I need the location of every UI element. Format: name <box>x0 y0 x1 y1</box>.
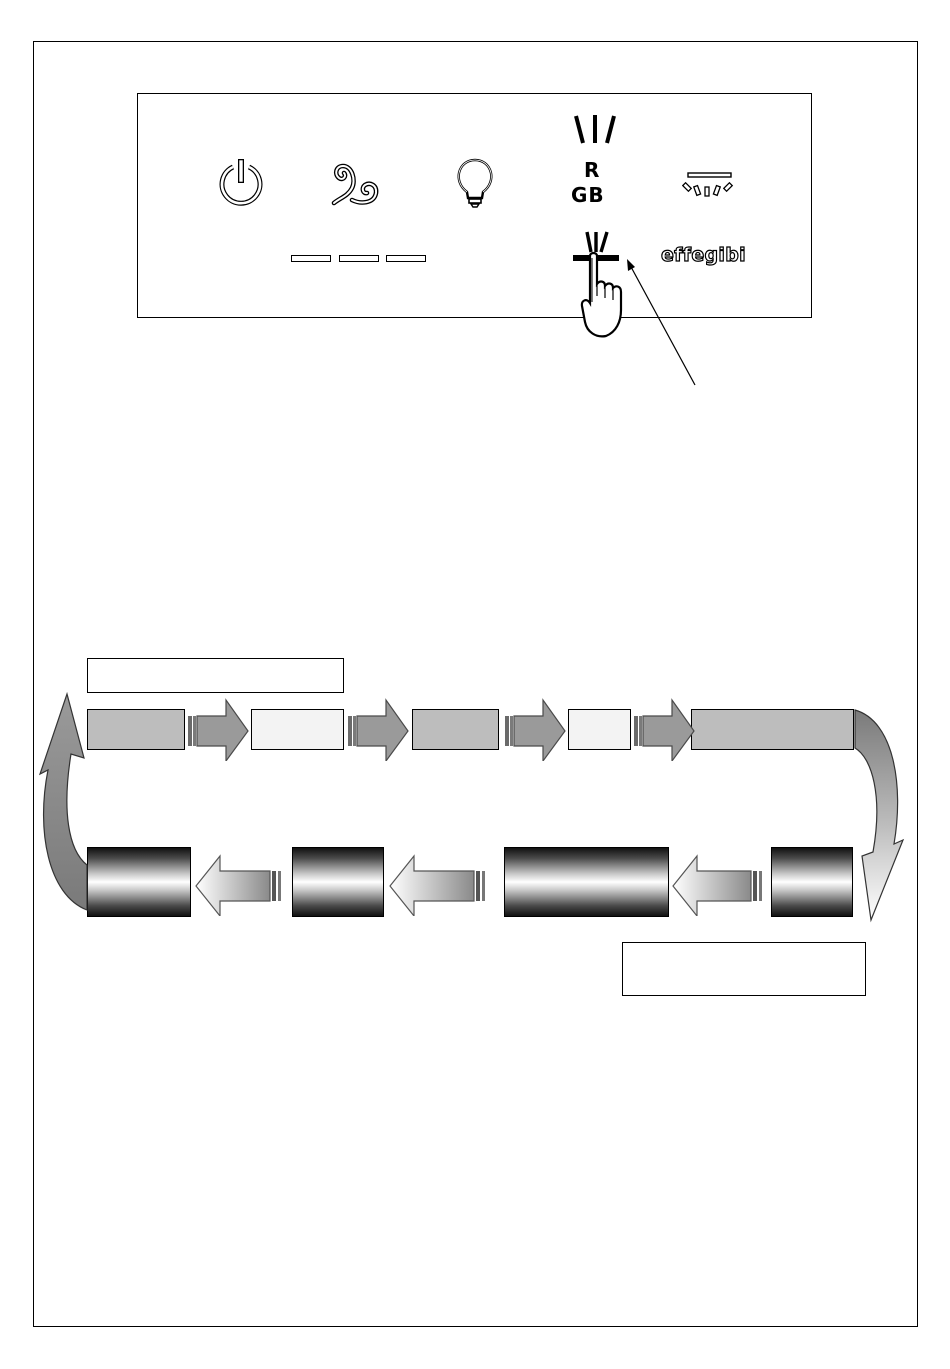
left-arrow-1 <box>194 852 290 916</box>
top-step-2 <box>251 709 344 750</box>
speed-indicator-1 <box>291 255 331 262</box>
curved-arrow-right-down <box>854 706 906 926</box>
right-arrow-1 <box>186 697 250 761</box>
power-icon[interactable] <box>216 156 266 210</box>
sequence-start-label-box <box>87 658 344 693</box>
bottom-step-3 <box>504 847 669 917</box>
left-arrow-3 <box>671 852 769 916</box>
top-step-3 <box>412 709 499 750</box>
right-arrow-4 <box>632 697 696 761</box>
callout-arrow <box>620 255 710 395</box>
top-step-1 <box>87 709 185 750</box>
bottom-step-1 <box>87 847 191 917</box>
right-arrow-3 <box>503 697 567 761</box>
brand-logo: effegibi <box>661 244 746 266</box>
speed-indicator-3 <box>386 255 426 262</box>
rgb-rays-icon <box>570 112 620 146</box>
rgb-letters-gb[interactable]: GB <box>571 183 605 207</box>
bottom-step-4 <box>771 847 853 917</box>
top-step-4 <box>568 709 631 750</box>
right-arrow-2 <box>346 697 410 761</box>
ambient-light-icon[interactable] <box>682 170 738 200</box>
top-step-5 <box>691 709 854 750</box>
bottom-step-2 <box>292 847 384 917</box>
sequence-end-label-box <box>622 942 866 996</box>
left-arrow-2 <box>388 852 492 916</box>
fan-icon[interactable] <box>330 158 384 210</box>
rgb-letter-r: R <box>584 158 600 182</box>
curved-arrow-left-up <box>38 690 88 914</box>
light-bulb-icon[interactable] <box>455 156 495 210</box>
speed-indicator-2 <box>339 255 379 262</box>
